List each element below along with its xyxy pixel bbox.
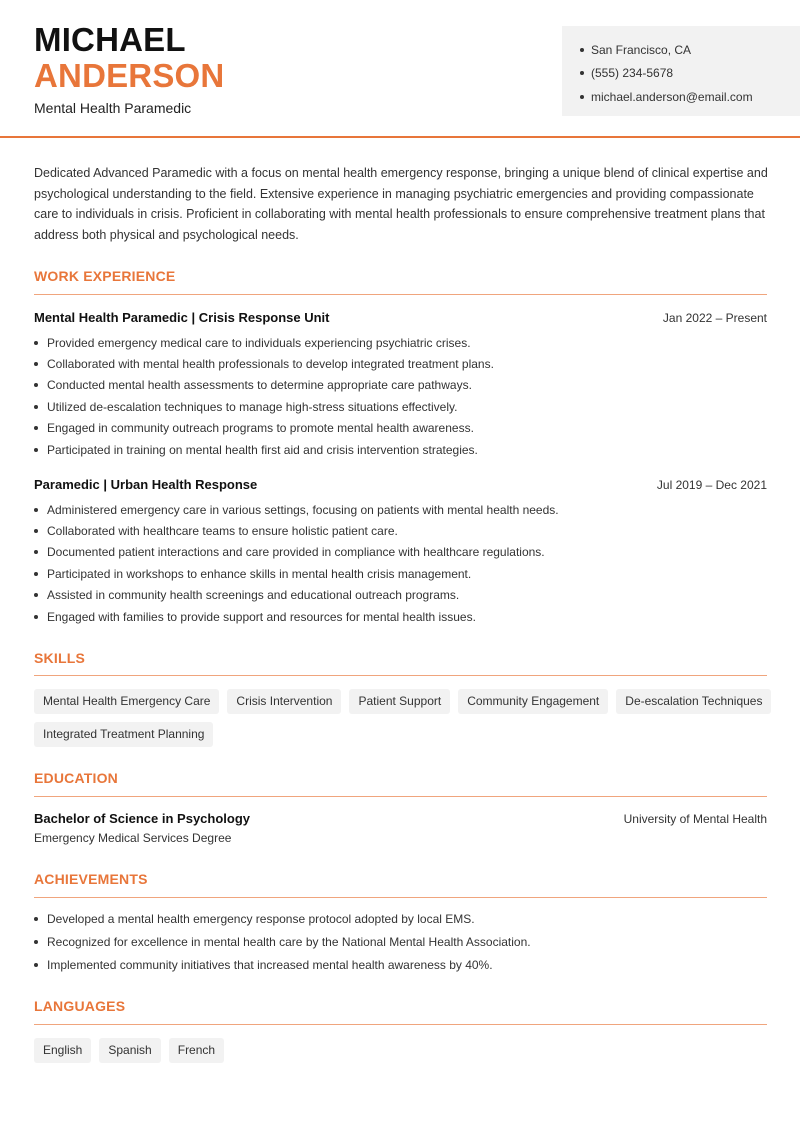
bullet-icon bbox=[34, 448, 38, 452]
list-item bbox=[34, 542, 767, 563]
skill-chip: Patient Support bbox=[349, 689, 450, 714]
section-title-education: EDUCATION bbox=[34, 770, 118, 786]
skill-chip: Community Engagement bbox=[458, 689, 608, 714]
job-date: Jan 2022 – Present bbox=[662, 311, 767, 325]
languages-list bbox=[34, 1038, 774, 1063]
bullet-text: Documented patient interactions and care provided in compliance with healthcare regulations. bbox=[47, 545, 545, 560]
contact-email[interactable] bbox=[580, 85, 800, 109]
job-title: Paramedic | Urban Health Response bbox=[34, 477, 258, 492]
contact-location bbox=[580, 38, 800, 62]
achievements-list bbox=[34, 908, 774, 976]
job-role: Mental Health Paramedic bbox=[34, 100, 192, 116]
contact-text: (555) 234-5678 bbox=[591, 66, 674, 81]
bullet-icon bbox=[580, 48, 584, 52]
list-item bbox=[34, 332, 767, 353]
bullet-text: Administered emergency care in various settings, focusing on patients with mental health needs. bbox=[47, 502, 559, 517]
bullet-icon bbox=[580, 95, 584, 99]
resume-header bbox=[0, 0, 800, 138]
job-bullets bbox=[34, 499, 767, 627]
bullet-icon bbox=[34, 550, 38, 554]
bullet-icon bbox=[34, 917, 38, 921]
bullet-text: Participated in training on mental health first aid and crisis intervention strategies. bbox=[47, 442, 478, 457]
bullet-icon bbox=[34, 615, 38, 619]
candidate-name bbox=[34, 22, 224, 94]
list-item bbox=[34, 418, 767, 439]
skill-chip: De-escalation Techniques bbox=[616, 689, 771, 714]
bullet-text: Developed a mental health emergency response protocol adopted by local EMS. bbox=[47, 912, 475, 927]
bullet-icon bbox=[34, 963, 38, 967]
section-title-languages: LANGUAGES bbox=[34, 998, 126, 1014]
list-item bbox=[34, 908, 774, 931]
list-item bbox=[34, 439, 767, 460]
list-item bbox=[34, 931, 774, 954]
last-name: ANDERSON bbox=[34, 57, 225, 94]
skill-chip: Crisis Intervention bbox=[227, 689, 341, 714]
contact-text: San Francisco, CA bbox=[591, 42, 692, 57]
degree-title: Bachelor of Science in Psychology bbox=[34, 811, 251, 826]
list-item bbox=[34, 563, 767, 584]
job-bullets bbox=[34, 332, 767, 460]
professional-summary: Dedicated Advanced Paramedic with a focus on mental health emergency response, bringing a unique blend of clinical expertise and psychological understanding to the field. Extensive experience in managing psychiatric emergencies and providing compassionate care to individuals in crisis. Proficient in collaborating with mental health professionals to ensure comprehensive treatment plans that address both physical and psychological needs. bbox=[34, 166, 768, 243]
bullet-icon bbox=[34, 529, 38, 533]
bullet-text: Recognized for excellence in mental health care by the National Mental Health Association. bbox=[47, 935, 531, 950]
first-name: MICHAEL bbox=[34, 21, 186, 58]
section-title-skills: SKILLS bbox=[34, 650, 85, 666]
skills-list bbox=[34, 689, 774, 747]
list-item bbox=[34, 353, 767, 374]
skill-chip: Mental Health Emergency Care bbox=[34, 689, 219, 714]
section-divider bbox=[34, 675, 767, 676]
language-chip: Spanish bbox=[99, 1038, 160, 1063]
list-item bbox=[34, 375, 767, 396]
bullet-text: Assisted in community health screenings and educational outreach programs. bbox=[47, 588, 460, 603]
degree-subtitle: Emergency Medical Services Degree bbox=[34, 831, 232, 845]
bullet-icon bbox=[34, 341, 38, 345]
section-divider bbox=[34, 1024, 767, 1025]
bullet-text: Implemented community initiatives that increased mental health awareness by 40%. bbox=[47, 957, 493, 972]
job-title: Mental Health Paramedic | Crisis Response Unit bbox=[34, 310, 330, 325]
list-item bbox=[34, 606, 767, 627]
section-divider bbox=[34, 897, 767, 898]
section-title-achievements: ACHIEVEMENTS bbox=[34, 871, 148, 887]
list-item bbox=[34, 953, 774, 976]
section-divider bbox=[34, 796, 767, 797]
bullet-icon bbox=[34, 572, 38, 576]
section-title-work: WORK EXPERIENCE bbox=[34, 268, 176, 284]
bullet-icon bbox=[34, 593, 38, 597]
language-chip: French bbox=[169, 1038, 224, 1063]
bullet-icon bbox=[580, 71, 584, 75]
school-name: University of Mental Health bbox=[623, 812, 767, 826]
bullet-text: Engaged in community outreach programs to promote mental health awareness. bbox=[47, 421, 474, 436]
bullet-text: Participated in workshops to enhance skills in mental health crisis management. bbox=[47, 566, 472, 581]
list-item bbox=[34, 520, 767, 541]
bullet-icon bbox=[34, 362, 38, 366]
contact-phone bbox=[580, 62, 800, 86]
bullet-icon bbox=[34, 405, 38, 409]
list-item bbox=[34, 499, 767, 520]
bullet-icon bbox=[34, 940, 38, 944]
bullet-icon bbox=[34, 383, 38, 387]
list-item bbox=[34, 585, 767, 606]
bullet-text: Utilized de-escalation techniques to manage high-stress situations effectively. bbox=[47, 399, 458, 414]
list-item bbox=[34, 396, 767, 417]
bullet-icon bbox=[34, 508, 38, 512]
bullet-text: Conducted mental health assessments to determine appropriate care pathways. bbox=[47, 378, 472, 393]
contact-box bbox=[562, 26, 800, 116]
bullet-text: Collaborated with healthcare teams to ensure holistic patient care. bbox=[47, 524, 398, 539]
contact-text[interactable]: michael.anderson@email.com bbox=[591, 89, 753, 104]
skill-chip: Integrated Treatment Planning bbox=[34, 722, 213, 747]
section-divider bbox=[34, 294, 767, 295]
language-chip: English bbox=[34, 1038, 91, 1063]
job-date: Jul 2019 – Dec 2021 bbox=[656, 478, 767, 492]
bullet-text: Engaged with families to provide support and resources for mental health issues. bbox=[47, 609, 476, 624]
bullet-text: Collaborated with mental health professionals to develop integrated treatment plans. bbox=[47, 357, 494, 372]
bullet-text: Provided emergency medical care to individuals experiencing psychiatric crises. bbox=[47, 335, 471, 350]
bullet-icon bbox=[34, 426, 38, 430]
